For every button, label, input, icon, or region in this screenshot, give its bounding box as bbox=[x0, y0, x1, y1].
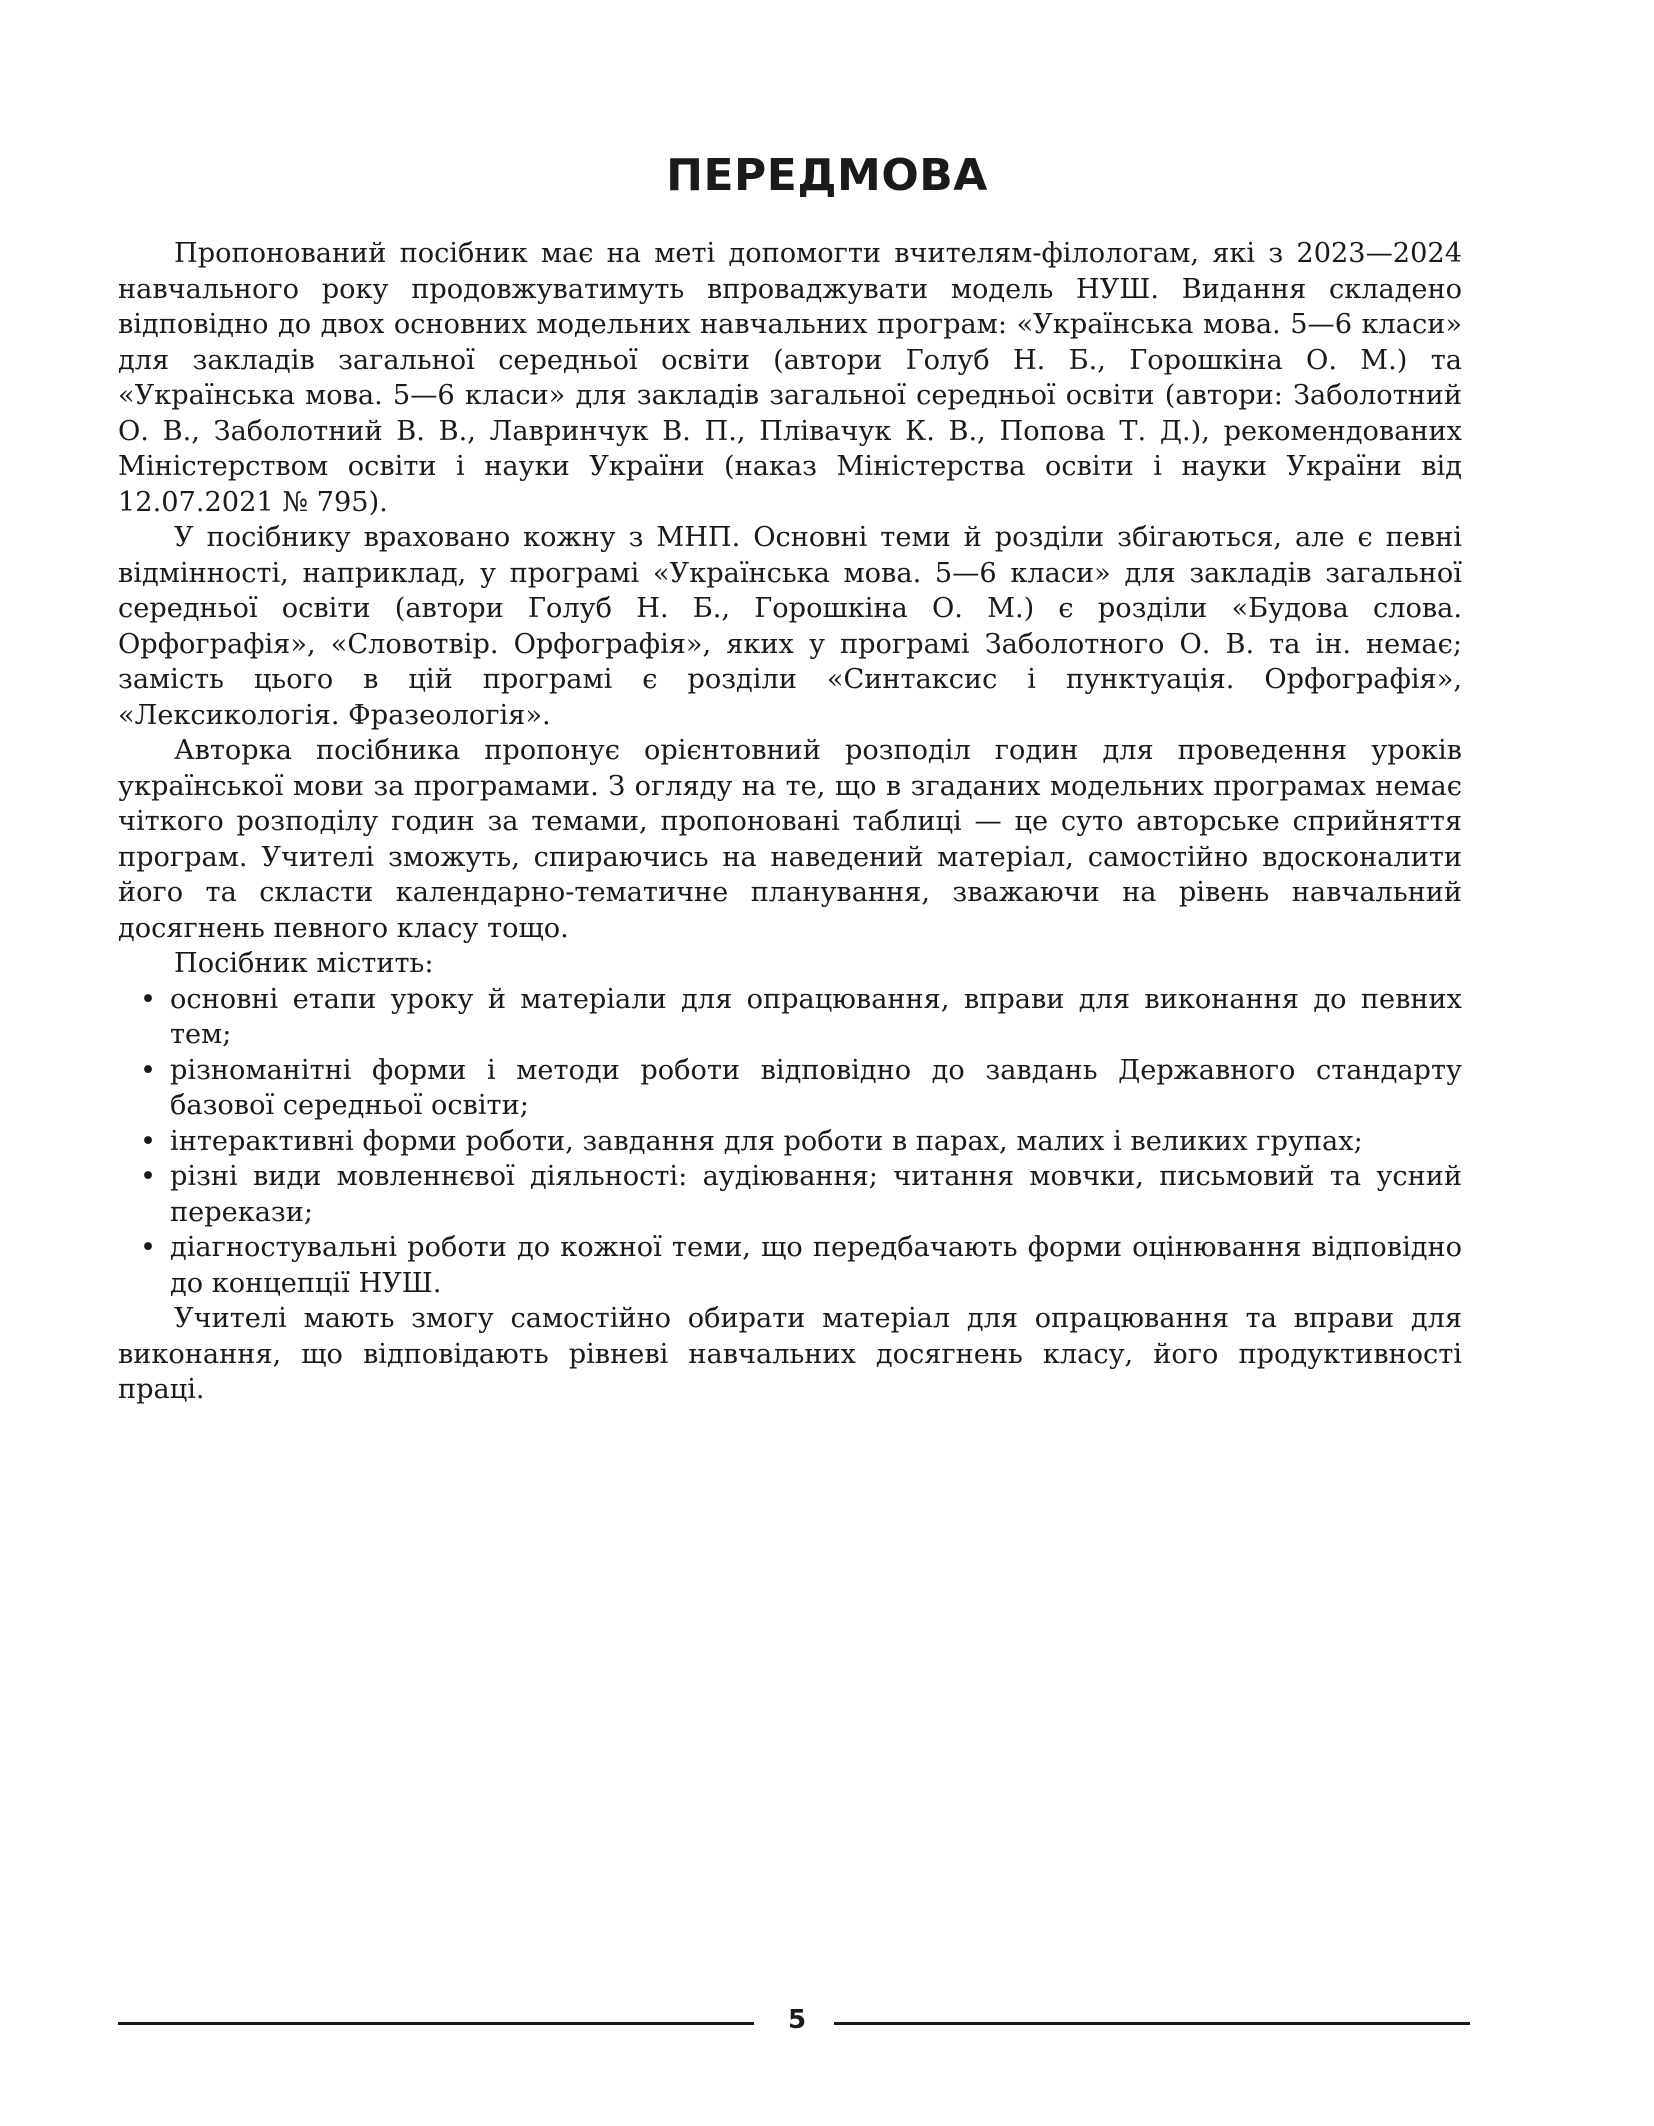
paragraph-intro: Пропонований посібник має на меті допомогти вчителям-філологам, які з 2023—2024 навчального року продовжуватимуть впроваджувати модель НУШ. Видання складено відповідно до двох основних модельних навчальних програм: «Українська мова. 5—6 класи» для закладів загальної середньої освіти (автори Голуб Н. Б., Горошкіна О. М.) та «Українська мова. 5—6 класи» для закладів загальної середньої освіти (автори: Заболотний О. В., Заболотний В. В., Лавринчук В. П., Плівачук К. В., Попова Т. Д.), рекомендованих Міністерством освіти і науки України (наказ Міністерства освіти і науки України від 12.07.2021 № 795). bbox=[118, 238, 1462, 518]
footer-rule-right bbox=[834, 2022, 1470, 2025]
list-item: • різні види мовленнєвої діяльності: аудіювання; читання мовчки, письмовий та усний перекази; bbox=[118, 1159, 1462, 1230]
list-item: • інтерактивні форми роботи, завдання для роботи в парах, малих і великих групах; bbox=[118, 1124, 1462, 1160]
paragraph-contents-intro: Посібник містить: bbox=[174, 948, 434, 979]
page-title: ПЕРЕДМОВА bbox=[666, 150, 988, 201]
paragraph-hours: Авторка посібника пропонує орієнтовний розподіл годин для проведення уроків української мови за програмами. З огляду на те, що в згаданих модельних програмах немає чіткого розподілу годин за темами, пропоновані таблиці — це суто авторське сприйняття програм. Учителі зможуть, спираючись на наведений матеріал, самостійно вдосконалити його та скласти календарно-тематичне планування, зважаючи на рівень навчальний досягнень певного класу тощо. bbox=[118, 735, 1462, 944]
list-item: • діагностувальні роботи до кожної теми, що передбачають форми оцінювання відповідно до концепції НУШ. bbox=[118, 1230, 1462, 1301]
paragraph-differences: У посібнику враховано кожну з МНП. Основні теми й розділи збігаються, але є певні відмінності, наприклад, у програмі «Українська мова. 5—6 класи» для закладів загальної середньої освіти (автори Голуб Н. Б., Горошкіна О. М.) є розділи «Будова слова. Орфографія», «Словотвір. Орфографія», яких у програмі Заболотного О. В. та ін. немає; замість цього в цій програмі є розділи «Синтаксис і пунктуація. Орфографія», «Лексикологія. Фразеологія». bbox=[118, 522, 1462, 731]
footer-rule-left bbox=[118, 2022, 754, 2025]
preface-body bbox=[118, 236, 1462, 1408]
contents-list bbox=[118, 982, 1462, 1302]
list-item: • різноманітні форми і методи роботи відповідно до завдань Державного стандарту базової середньої освіти; bbox=[118, 1053, 1462, 1124]
paragraph-closing: Учителі мають змогу самостійно обирати матеріал для опрацювання та вправи для виконання, що відповідають рівневі навчальних досягнень класу, його продуктивності праці. bbox=[118, 1303, 1462, 1405]
page-number: 5 bbox=[787, 2005, 807, 2035]
list-item: • основні етапи уроку й матеріали для опрацювання, вправи для виконання до певних тем; bbox=[118, 982, 1462, 1053]
